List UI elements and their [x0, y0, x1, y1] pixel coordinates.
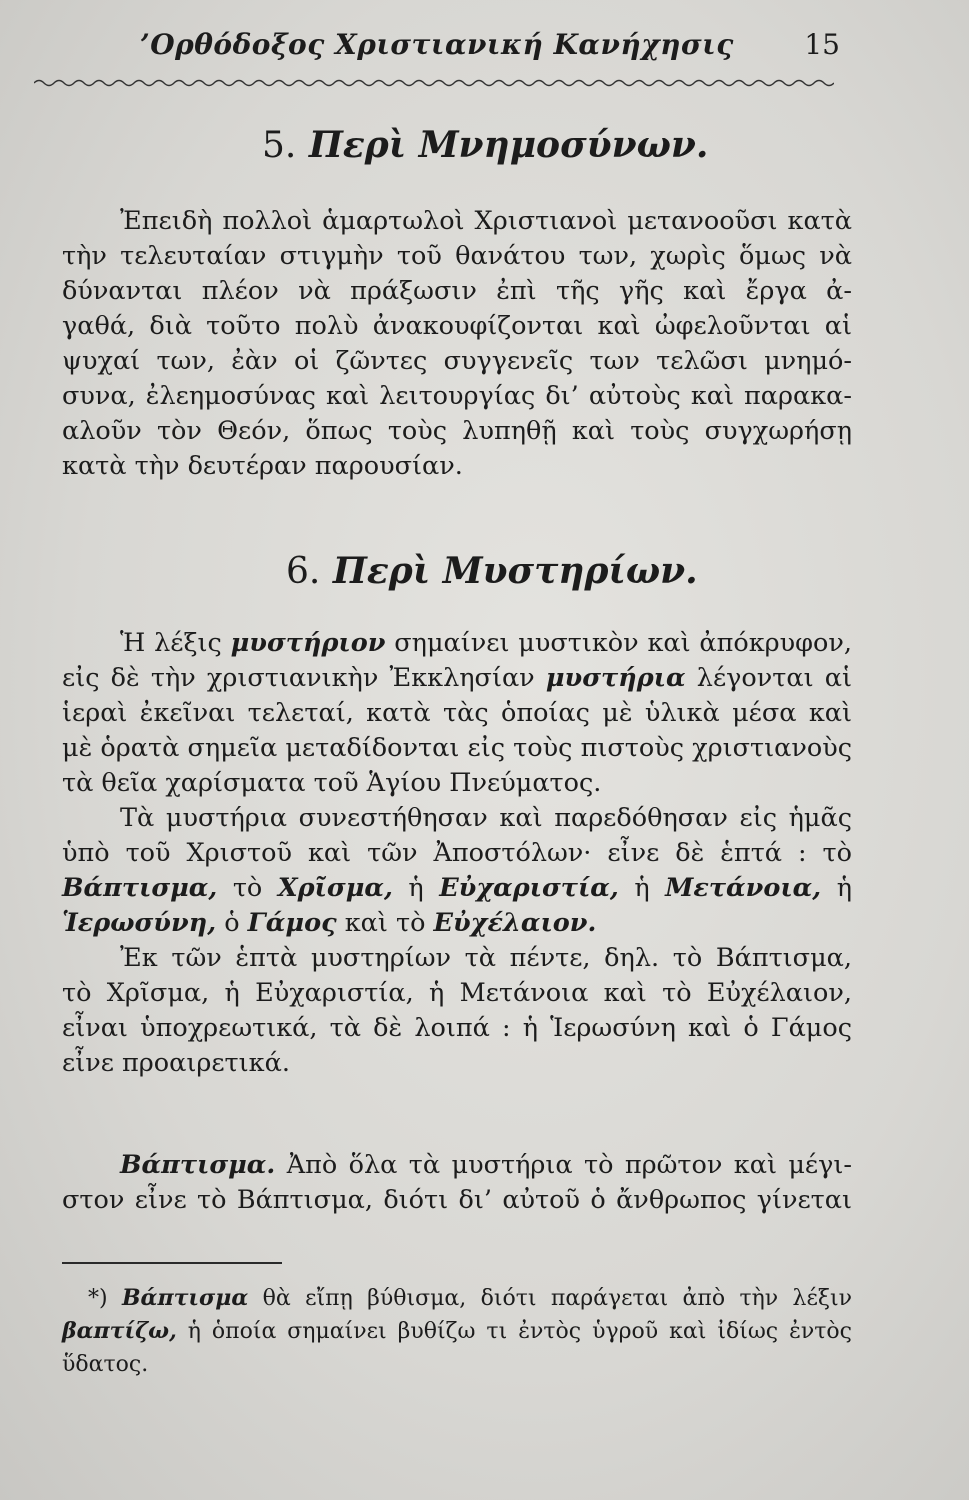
sacrament-term: Εὐχαριστία,: [439, 873, 619, 903]
sacrament-term: Βάπτισμα,: [62, 873, 218, 903]
text-line: ὑπὸ τοῦ Χριστοῦ καὶ τῶν Ἀποστόλων· εἶνε δὲ ἑπτά : τὸ: [62, 838, 852, 868]
text-line: τὰ θεῖα χαρίσματα τοῦ Ἁγίου Πνεύματος.: [62, 768, 602, 798]
section-6-heading: [286, 550, 698, 592]
text-run: εἰς δὲ τὴν χριστιανικὴν Ἐκκλησίαν: [62, 663, 546, 693]
sacrament-term: Γάμος: [247, 908, 337, 938]
text-line: [62, 626, 852, 661]
section-5-paragraph: [62, 204, 852, 484]
text-line: τὸ Χρῖσμα, ἡ Εὐχαριστία, ἡ Μετάνοια καὶ τὸ Εὐχέλαιον,: [62, 978, 852, 1008]
text-run: καὶ τὸ: [336, 908, 434, 938]
footnote-rule: [62, 1262, 282, 1264]
text-run: ὁ: [216, 908, 248, 938]
text-line: ψυχαί των, ἐὰν οἱ ζῶντες συγγενεῖς των τελῶσι μνημό-: [62, 346, 852, 376]
text-run: Ἀπὸ ὅλα τὰ μυστήρια τὸ πρῶτον καὶ μέγι-: [275, 1150, 852, 1180]
footnote-term: βαπτίζω,: [62, 1318, 177, 1344]
text-line: εἶνε προαιρετικά.: [62, 1048, 290, 1078]
text-run: λέγονται αἱ: [685, 663, 852, 693]
text-line: [62, 906, 852, 941]
text-line: τὴν τελευταίαν στιγμὴν τοῦ θανάτου των, χωρὶς ὅμως νὰ: [62, 241, 852, 271]
running-title: ’Ορθόδοξος Χριστιανική Κανήχησις: [140, 28, 734, 61]
text-line: [62, 1148, 852, 1183]
text-line: Ἐπειδὴ πολλοὶ ἁμαρτωλοὶ Χριστιανοὶ μετανοοῦσι κατὰ: [120, 206, 852, 236]
section-5-heading: [262, 124, 708, 166]
footnote-mark: *): [88, 1286, 122, 1311]
section-6-paragraph-2: [62, 801, 852, 941]
text-line: δύνανται πλέον νὰ πράξωσιν ἐπὶ τῆς γῆς καὶ ἔργα ἀ-: [62, 276, 852, 306]
text-line: εἶναι ὑποχρεωτικά, τὰ δὲ λοιπά : ἡ Ἱερωσύνη καὶ ὁ Γάμος: [62, 1013, 852, 1043]
text-run: Ἡ λέξις: [120, 628, 231, 658]
text-line: [62, 661, 852, 696]
text-run: σημαίνει μυστικὸν καὶ ἀπόκρυφον,: [385, 628, 852, 658]
footnote-term: Βάπτισμα: [121, 1285, 249, 1311]
section-6-paragraph-1: [62, 626, 852, 801]
section-6-title: Περὶ Μυστηρίων.: [332, 550, 698, 592]
sacrament-term: Εὐχέλαιον.: [433, 908, 597, 938]
section-6-paragraph-3: [62, 941, 852, 1081]
text-line: στον εἶνε τὸ Βάπτισμα, διότι δι’ αὐτοῦ ὁ ἄνθρωπος γίνεται: [62, 1185, 852, 1215]
section-5-title: Περὶ Μνημοσύνων.: [308, 124, 709, 166]
sacrament-term: Μετάνοια,: [665, 873, 822, 903]
footnote-line: [62, 1282, 852, 1315]
text-run: ἡ ὁποία σημαίνει βυθίζω τι ἐντὸς ὑγροῦ καὶ ἰδίως ἐντὸς: [176, 1319, 852, 1344]
sacrament-term: Ἱερωσύνη,: [62, 908, 217, 938]
text-run: τὸ: [217, 873, 278, 903]
emphasis-term: Βάπτισμα.: [120, 1150, 276, 1180]
running-head: [140, 28, 840, 68]
text-run: θὰ εἴπῃ βύθισμα, διότι παράγεται ἀπὸ τὴν λέξιν: [248, 1286, 852, 1311]
text-line: ἱεραὶ ἐκεῖναι τελεταί, κατὰ τὰς ὁποίας μὲ ὑλικὰ μέσα καὶ: [62, 698, 852, 728]
wavy-rule: [34, 76, 834, 90]
text-line: μὲ ὁρατὰ σημεῖα μεταδίδονται εἰς τοὺς πιστοὺς χριστιανοὺς: [62, 733, 852, 763]
text-line: αλοῦν τὸν Θεόν, ὅπως τοὺς λυπηθῇ καὶ τοὺς συγχωρήσῃ: [62, 416, 852, 446]
section-6-paragraph-4: [62, 1148, 852, 1218]
sacrament-term: Χρῖσμα,: [277, 873, 393, 903]
text-run: ἡ: [392, 873, 440, 903]
text-run: ἡ: [618, 873, 666, 903]
text-run: ἡ: [821, 873, 852, 903]
emphasis-term: μυστήρια: [545, 663, 686, 693]
section-5-number: 5.: [262, 125, 297, 166]
section-6-number: 6.: [286, 551, 321, 592]
emphasis-term: μυστήριον: [230, 628, 386, 658]
text-line: [62, 871, 852, 906]
footnote: [62, 1282, 852, 1381]
text-line: Ἐκ τῶν ἑπτὰ μυστηρίων τὰ πέντε, δηλ. τὸ Βάπτισμα,: [120, 943, 852, 973]
text-line: γαθά, διὰ τοῦτο πολὺ ἀνακουφίζονται καὶ ὠφελοῦνται αἱ: [62, 311, 852, 341]
text-line: κατὰ τὴν δευτέραν παρουσίαν.: [62, 451, 463, 481]
footnote-line: [62, 1315, 852, 1348]
page-number: 15: [804, 28, 840, 61]
footnote-line: ὕδατος.: [62, 1352, 149, 1377]
text-line: Τὰ μυστήρια συνεστήθησαν καὶ παρεδόθησαν εἰς ἡμᾶς: [120, 803, 852, 833]
text-line: συνα, ἐλεημοσύνας καὶ λειτουργίας δι’ αὐτοὺς καὶ παρακα-: [62, 381, 852, 411]
